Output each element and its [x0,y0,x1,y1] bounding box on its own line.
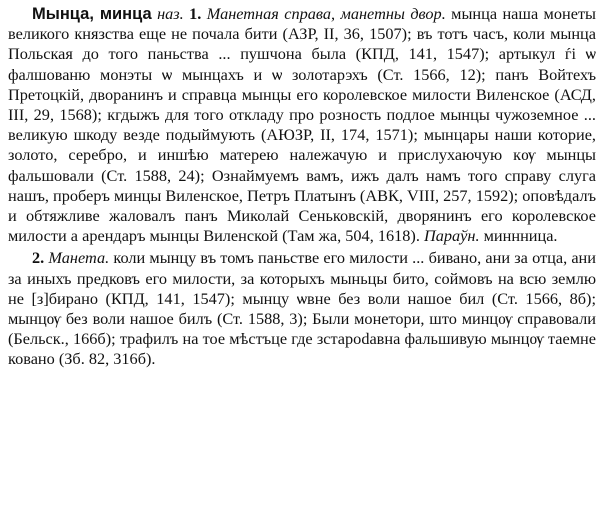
headword: Мынца, минца [32,5,152,23]
grammar-label: наз. [157,4,184,23]
sense-2-number: 2. [32,248,45,268]
sense-2-paragraph [8,248,596,369]
sense-1-quotations: мынца наша монеты великого князства еще не почала бити (АЗР, II, 36, 1507); въ тотъ часъ, коли мынца Польская до того паньства ... пушчона была (КПД, 141, 1547); артыкул ѓі ѡ фалшованю монэты ѡ мынцахъ и ѡ золотарэхъ (Ст. 1566, 12); панъ Войтехъ Претоцкій, дворанинъ и справца мынцы его королевское милости Виленское (АСД, III, 29, 1568); кгдыжъ для того откладу про розность подлое мынцы чужоземное ... великую шкоду везде подыймують (АЮЗР, II, 174, 1571); мынцары наши которие, золото, серебро, и иншѣю матерею належачую и прислухаючую кѹ мынцы фальшовали (Ст. 1588, 24); Ознаймуемъ вамъ, ижъ далъ намъ того справу слуга нашъ, проберъ минцы Виленское, Петръ Платынъ (АВК, VIII, 257, 1592); оповѣдалъ и обтяжливе жаловалъ панъ Миколай Сеньковскій, дворянинъ его королевское милости а арендаръ мынцы Виленской (Там жа, 504, 1618). [8,4,596,246]
sense-1-number: 1. [189,4,202,23]
sense-1-paragraph [8,4,596,246]
compare-label: Параўн. [423,226,480,246]
sense-2-quotations: коли мынцу въ томъ паньстве его милости ... бивано, ани за отца, ани за иныхъ предковъ его милости, за которыхъ мыньцы бито, соймовъ на всю землю не [з]бирано (КПД, 141, 1547); мынцу ѡвне без воли нашое бил (Ст. 1566, 8б); мынцѹ без воли нашое билъ (Ст. 1588, 3); Были монетори, што минцѹ справовали (Бельск., 166б); трафилъ на тое мѣстъце где зстарodавна фальшивую мынцѹ таемне ковано (Зб. 82, 316б). [8,248,596,369]
compare-word: миннница. [483,226,558,246]
sense-2-gloss: Манета. [48,248,110,268]
sense-1-gloss: Манетная справа, манетны двор. [206,4,446,23]
